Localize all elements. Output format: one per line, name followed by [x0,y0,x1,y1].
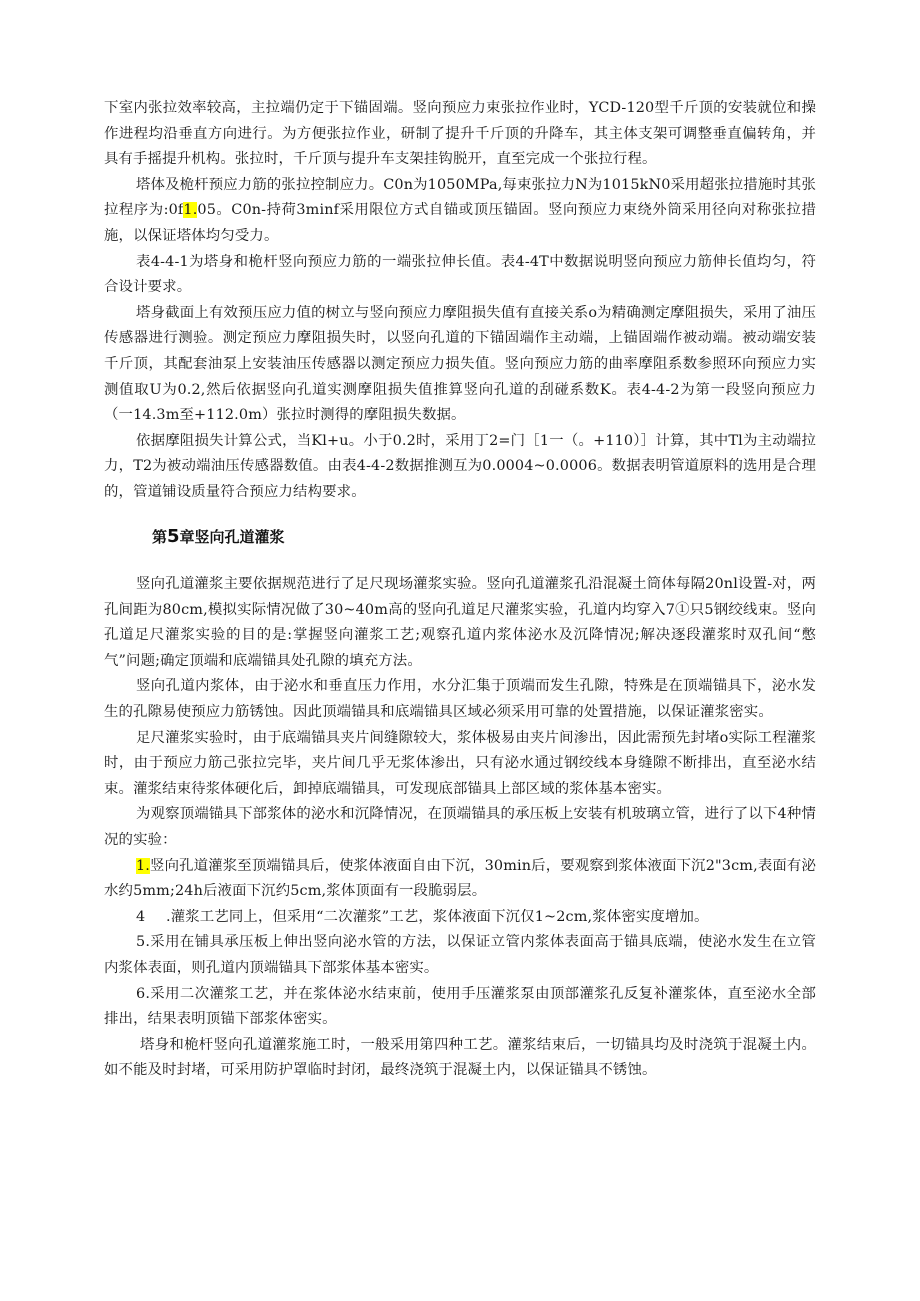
list-item [104,905,816,931]
list-item-text: .采用在铺具承压板上伸出竖向泌水管的方法，以保证立管内浆体表面高于锚具底端，使泌水发生在立管内浆体表面，则孔道内顶端锚具下部浆体基本密实。 [104,934,816,976]
list-item [104,854,816,905]
list-item-text: .采用二次灌浆工艺，并在浆体泌水结束前，使用手压灌浆泵由顶部灌浆孔反复补灌浆体，直至泌水全部排出，结果表明顶锚下部浆体密实。 [104,985,816,1028]
list-item [104,982,816,1033]
chapter-heading [152,526,285,547]
chapter-prefix: 第 [152,528,168,546]
highlighted-value: 1. [183,202,198,219]
list-item-number: 6 [136,985,146,1002]
list-item [104,930,816,981]
list-item-text: 竖向孔道灌浆至顶端锚具后，使浆体液面自由下沉，30min后，要观察到浆体液面下沉2"3cm,表面有泌水约5mm;24h后液面下沉约5cm,浆体顶面有一段脆弱层。 [104,857,816,900]
list-item-number: 5 [136,934,146,951]
paragraph-grouting-test: 竖向孔道灌浆主要依据规范进行了足尺现场灌浆实验。竖向孔道灌浆孔沿混凝土筒体每隔20nl设置-对，两孔间距为80cm,模拟实际情况做了30~40m高的竖向孔道足尺灌浆实验，孔道内均穿入7①只5钢绞线束。竖向孔道足尺灌浆实验的目的是:掌握竖向灌浆工艺;观察孔道内浆体泌水及沉降情况;解决逐段灌浆时双孔间“憋气”问题;确定顶端和底端锚具处孔隙的填充方法。 [104,576,816,669]
paragraph-full-scale: 足尺灌浆实验时，由于底端锚具夹片间缝隙较大，浆体极易由夹片间渗出，因此需预先封堵o实际工程灌浆时，由于预应力筋己张拉完毕，夹片间几乎无浆体渗出，只有泌水通过钢绞线本身缝隙不断排出，直至泌水结束。灌浆结束待浆体硬化后，卸掉底端锚具，可发现底部锚具上部区域的浆体基本密实。 [104,729,816,797]
chapter-title: 章竖向孔道灌浆 [179,528,285,546]
paragraph-elongation-table: 表4-4-1为塔身和桅杆竖向预应力筋的一端张拉伸长值。表4-4T中数据说明竖向预应力筋伸长值均匀，符合设计要求。 [104,253,816,296]
paragraph-friction-formula: 依据摩阻损失计算公式，当Kl+u。小于0.2时，采用丁2=门［1一（。+110）］计算，其中Tl为主动端拉力，T2为被动端油压传感器数值。由表4-4-2数据推测互为0.0004~0.0006。数据表明管道原料的选用是合理的，管道铺设质量符合预应力结构要求。 [104,432,816,500]
list-item-text: .灌浆工艺同上，但采用“二次灌浆”工艺，浆体液面下沉仅1~2cm,浆体密实度增加。 [166,908,709,925]
document-body [104,96,816,506]
control-stress-text-post: 05。C0n-持荷3minf采用限位方式自锚或顶压锚固。竖向预应力束绕外筒采用径向对称张拉措施，以保证塔体均匀受力。 [104,202,816,244]
list-item-number: 1. [136,857,151,874]
paragraph-tensioning-efficiency: 下室内张拉效率较高，主拉端仍定于下锚固端。竖向预应力束张拉作业时，YCD-120型千斤顶的安装就位和操作进程均沿垂直方向进行。为方便张拉作业，研制了提升千斤顶的升降车，其主体支架可调整垂直偏转角，并具有手摇提升机构。张拉时，千斤顶与提升车支架挂钩脱开，直至完成一个张拉行程。 [104,100,816,168]
paragraph-bleeding: 竖向孔道内浆体，由于泌水和垂直压力作用，水分汇集于顶端而发生孔隙，特殊是在顶端锚具下，泌水发生的孔隙易使预应力筋锈蚀。因此顶端锚具和底端锚具区域必须采用可靠的处置措施，以保证灌浆密实。 [104,678,816,720]
paragraph-closing: 塔身和桅杆竖向孔道灌浆施工时，一般采用第四种工艺。灌浆结束后，一切锚具均及时浇筑于混凝土内。如不能及时封堵，可采用防护罩临时封闭，最终浇筑于混凝土内，以保证锚具不锈蚀。 [104,1036,816,1079]
chapter-body [104,572,816,1084]
paragraph-friction-loss-test: 塔身截面上有效预压应力值的树立与竖向预应力摩阻损失值有直接关系o为精确测定摩阻损失，采用了油压传感器进行测验。测定预应力摩阻损失时，以竖向孔道的下锚固端作主动端，上锚固端作被动端。被动端安装千斤顶，其配套油泵上安装油压传感器以测定预应力损失值。竖向预应力筋的曲率摩阻系数参照环向预应力实测值取U为0.2,然后依据竖向孔道实测摩阻损失值推算竖向孔道的刮碰系数K。表4-4-2为第一段竖向预应力（一14.3m至+112.0m）张拉时测得的摩阻损失数据。 [104,304,816,424]
list-item-number: 4 [136,908,146,925]
paragraph-four-cases: 为观察顶端锚具下部浆体的泌水和沉降情况，在顶端锚具的承压板上安装有机玻璃立管，进行了以下4种情况的实验： [104,806,816,848]
chapter-number: 5 [167,526,180,547]
paragraph-control-stress [104,173,816,250]
control-stress-text-pre: 塔体及桅杆预应力筋的张拉控制应力。C0n为1050MPa,每束张拉力N为1015kN0采用超张拉措施时其张拉程序为:0f [104,176,816,219]
